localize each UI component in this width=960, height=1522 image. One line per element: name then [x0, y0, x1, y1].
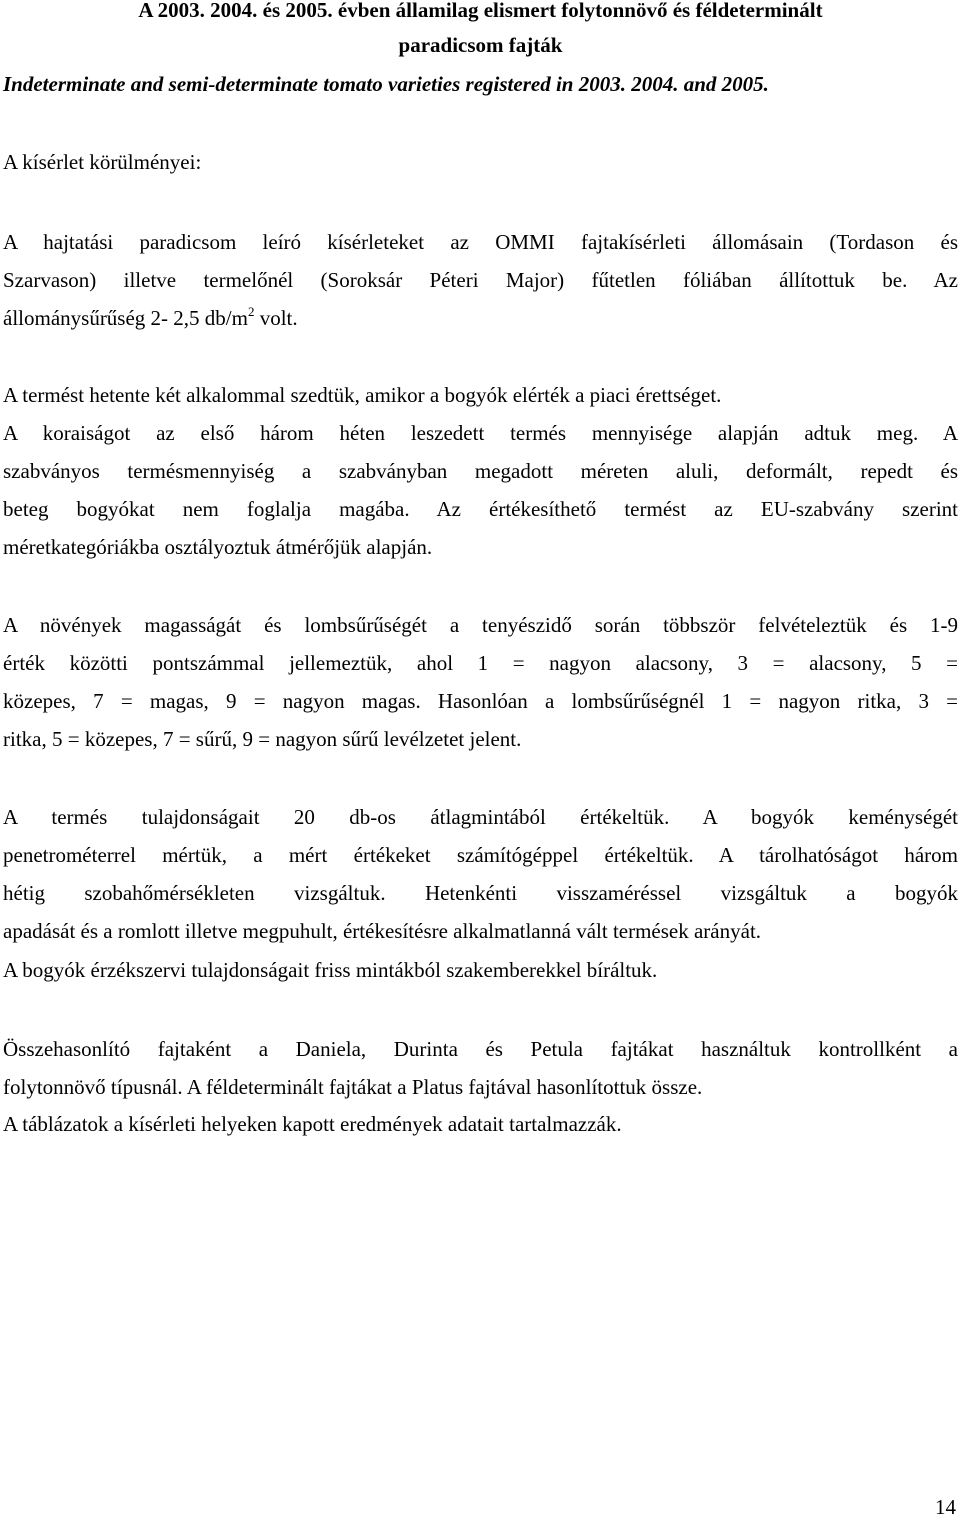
text-line: ritka, 5 = közepes, 7 = sűrű, 9 = nagyon sűrű levélzetet jelent. — [3, 727, 522, 751]
text-line: beteg bogyókat nem foglalja magába. Az értékesíthető termést az EU-szabvány szerint — [3, 497, 958, 521]
text-line: hétig szobahőmérsékleten vizsgáltuk. Hetenkénti visszaméréssel vizsgáltuk a bogyók — [3, 881, 958, 905]
paragraph-harvest-line: A termést hetente két alkalommal szedtük, amikor a bogyók elérték a piaci érettséget. — [3, 383, 722, 407]
text-line: folytonnövő típusnál. A féldeterminált fajtákat a Platus fajtával hasonlítottuk össze. — [3, 1075, 703, 1099]
text-line: méretkategóriákba osztályoztuk átmérőjük alapján. — [3, 535, 433, 559]
paragraph-sensory-line: A bogyók érzékszervi tulajdonságait friss mintákból szakemberekkel bíráltuk. — [3, 958, 658, 982]
text-line: Szarvason) illetve termelőnél (Soroksár Péteri Major) fűtetlen fóliában állítottuk be. Az — [3, 268, 958, 292]
text-line: A hajtatási paradicsom leíró kísérleteket az OMMI fajtakísérleti állomásain (Tordason és — [3, 230, 958, 254]
text-line: szabványos termésmennyiség a szabványban megadott méreten aluli, deformált, repedt és — [3, 459, 958, 483]
superscript: 2 — [247, 304, 255, 319]
conditions-label: A kísérlet körülményei: — [3, 150, 202, 174]
paragraph-planting — [3, 223, 958, 337]
text-line: közepes, 7 = magas, 9 = nagyon magas. Hasonlóan a lombsűrűségnél 1 = nagyon ritka, 3 = — [3, 689, 958, 713]
title-english: Indeterminate and semi-determinate tomato varieties registered in 2003. 2004. and 2005. — [3, 72, 769, 96]
paragraph-plant-height — [3, 606, 958, 758]
text-fragment: állománysűrűség 2- 2,5 db/m — [3, 306, 248, 330]
paragraph-comparison — [3, 1030, 958, 1106]
text-line: penetrométerrel mértük, a mért értékeket számítógéppel értékeltük. A tárolhatóságot három — [3, 843, 958, 867]
text-line: Összehasonlító fajtaként a Daniela, Durinta és Petula fajtákat használtuk kontrollként a — [3, 1037, 958, 1061]
text-line: A koraiságot az első három héten leszedett termés mennyisége alapján adtuk meg. A — [3, 421, 958, 445]
text-fragment: volt. — [254, 306, 298, 330]
text-line: A növények magasságát és lombsűrűségét a tenyészidő során többször felvételeztük és 1-9 — [3, 613, 958, 637]
paragraph-fruit-properties — [3, 798, 958, 950]
text-line — [3, 299, 958, 337]
page-number: 14 — [935, 1495, 956, 1519]
paragraph-yield — [3, 414, 958, 566]
text-line: A termés tulajdonságait 20 db-os átlagmintából értékeltük. A bogyók keménységét — [3, 805, 958, 829]
text-line: érték közötti pontszámmal jellemeztük, ahol 1 = nagyon alacsony, 3 = alacsony, 5 = — [3, 651, 958, 675]
title-hungarian-line-2: paradicsom fajták — [398, 33, 563, 57]
title-hungarian-line-1: A 2003. 2004. és 2005. évben államilag elismert folytonnövő és féldeterminált — [138, 0, 823, 22]
text-line: apadását és a romlott illetve megpuhult, értékesítésre alkalmatlanná vált termések arányát. — [3, 919, 762, 943]
paragraph-tables-line: A táblázatok a kísérleti helyeken kapott eredmények adatait tartalmazzák. — [3, 1112, 622, 1136]
